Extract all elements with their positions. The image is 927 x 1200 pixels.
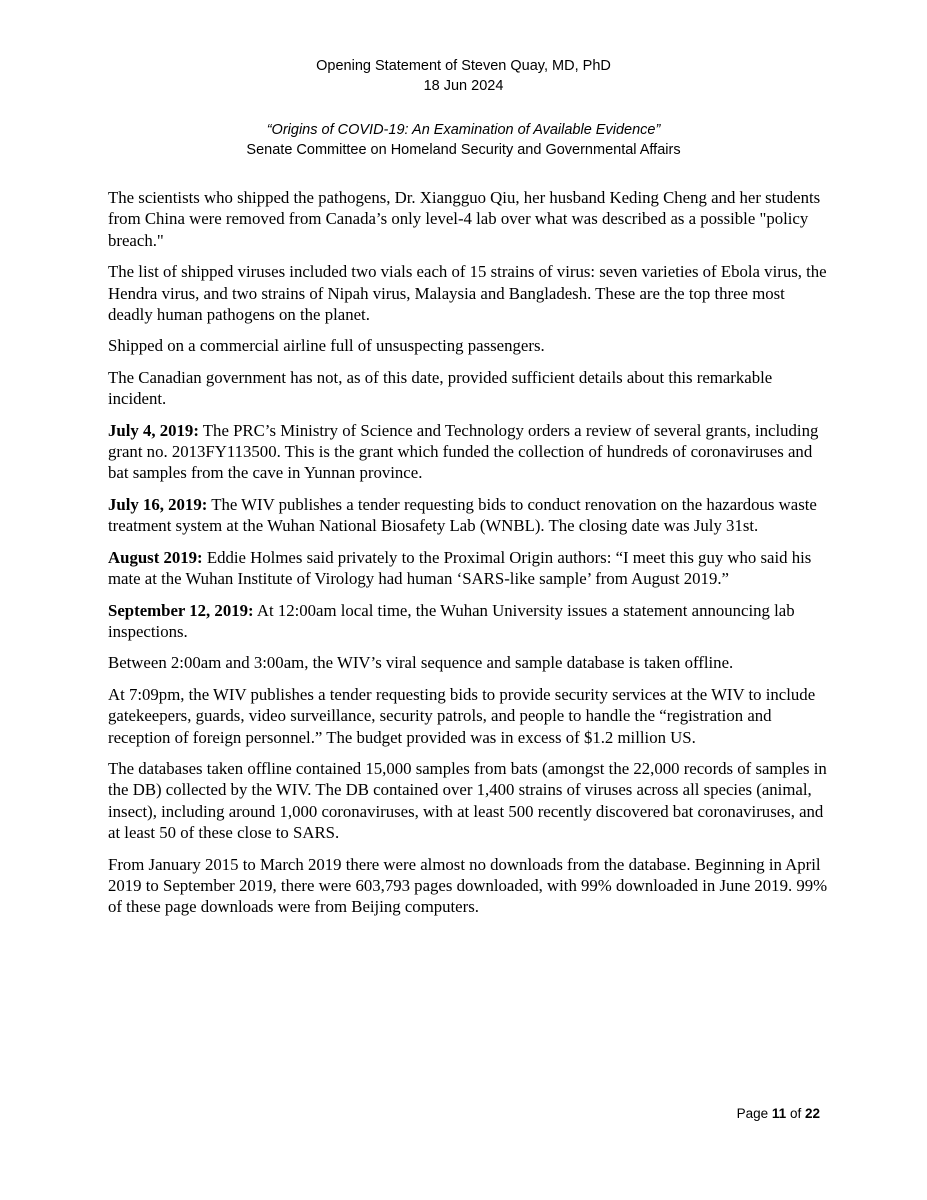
paragraph-text: From January 2015 to March 2019 there were almost no downloads from the database. Beginning in April 2019 to September 2019, there were 603,793 pages downloaded, with 99% downloaded in June 2019. 99% of these page downloads were from Beijing computers. xyxy=(108,854,828,917)
document-body xyxy=(108,187,828,928)
paragraph-text: The databases taken offline contained 15,000 samples from bats (amongst the 22,000 records of samples in the DB) collected by the WIV. The DB contained over 1,400 strains of viruses across all species (animal, insect), including around 1,000 coronaviruses, with at least 500 recently discovered bat coronaviruses, and at least 50 of these close to SARS. xyxy=(108,758,827,843)
paragraph xyxy=(108,335,828,356)
paragraph xyxy=(108,420,828,484)
page-footer xyxy=(737,1106,820,1121)
committee-name: Senate Committee on Homeland Security and Governmental Affairs xyxy=(246,142,681,158)
paragraph-text: At 12:00am local time, the Wuhan University issues a statement announcing lab inspections. xyxy=(108,600,795,641)
paragraph xyxy=(108,854,828,918)
document-header xyxy=(0,56,927,96)
paragraph-lead: July 4, 2019: xyxy=(108,420,199,440)
paragraph-text: At 7:09pm, the WIV publishes a tender requesting bids to provide security services at the WIV to include gatekeepers, guards, video surveillance, security patrols, and people to handle the “registration and reception of foreign personnel.” The budget provided was in excess of $1.2 million US. xyxy=(108,684,816,747)
paragraph-text: The WIV publishes a tender requesting bids to conduct renovation on the hazardous waste treatment system at the Wuhan National Biosafety Lab (WNBL). The closing date was July 31st. xyxy=(108,494,817,536)
paragraph xyxy=(108,187,828,251)
paragraph xyxy=(108,547,828,590)
paragraph-text: Eddie Holmes said privately to the Proximal Origin authors: “I meet this guy who said his mate at the Wuhan Institute of Virology had human ‘SARS-like sample’ from August 2019.” xyxy=(108,547,812,589)
paragraph xyxy=(108,261,828,325)
statement-title: Opening Statement of Steven Quay, MD, PhD xyxy=(316,58,611,74)
page-number: 11 xyxy=(771,1106,787,1121)
paragraph xyxy=(108,600,828,643)
hearing-title: “Origins of COVID-19: An Examination of Available Evidence” xyxy=(266,122,661,138)
paragraph-text: Shipped on a commercial airline full of unsuspecting passengers. xyxy=(108,336,545,356)
paragraph-text: The PRC’s Ministry of Science and Technology orders a review of several grants, including grant no. 2013FY113500. This is the grant which funded the collection of hundreds of coronaviruses and bat samples from the cave in Yunnan province. xyxy=(108,420,819,483)
paragraph xyxy=(108,367,828,410)
total-pages: 22 xyxy=(804,1106,820,1121)
paragraph-text: The list of shipped viruses included two vials each of 15 strains of virus: seven varieties of Ebola virus, the Hendra virus, and two strains of Nipah virus, Malaysia and Bangladesh. These are the top three most deadly human pathogens on the planet. xyxy=(108,262,827,325)
page-label: Page xyxy=(736,1106,772,1121)
paragraph-text: The Canadian government has not, as of this date, provided sufficient details about this remarkable incident. xyxy=(108,367,773,409)
hearing-info xyxy=(0,120,927,160)
paragraph-text: The scientists who shipped the pathogens, Dr. Xiangguo Qiu, her husband Keding Cheng and her students from China were removed from Canada’s only level-4 lab over what was described as a possible "policy breach." xyxy=(108,188,821,250)
paragraph xyxy=(108,494,828,537)
paragraph-lead: August 2019: xyxy=(108,547,203,567)
paragraph xyxy=(108,758,828,844)
of-label: of xyxy=(786,1106,805,1121)
paragraph xyxy=(108,652,828,673)
paragraph xyxy=(108,684,828,748)
statement-date: 18 Jun 2024 xyxy=(423,78,504,94)
paragraph-lead: July 16, 2019: xyxy=(108,494,208,514)
paragraph-text: Between 2:00am and 3:00am, the WIV’s viral sequence and sample database is taken offline. xyxy=(108,653,734,673)
paragraph-lead: September 12, 2019: xyxy=(108,600,254,620)
